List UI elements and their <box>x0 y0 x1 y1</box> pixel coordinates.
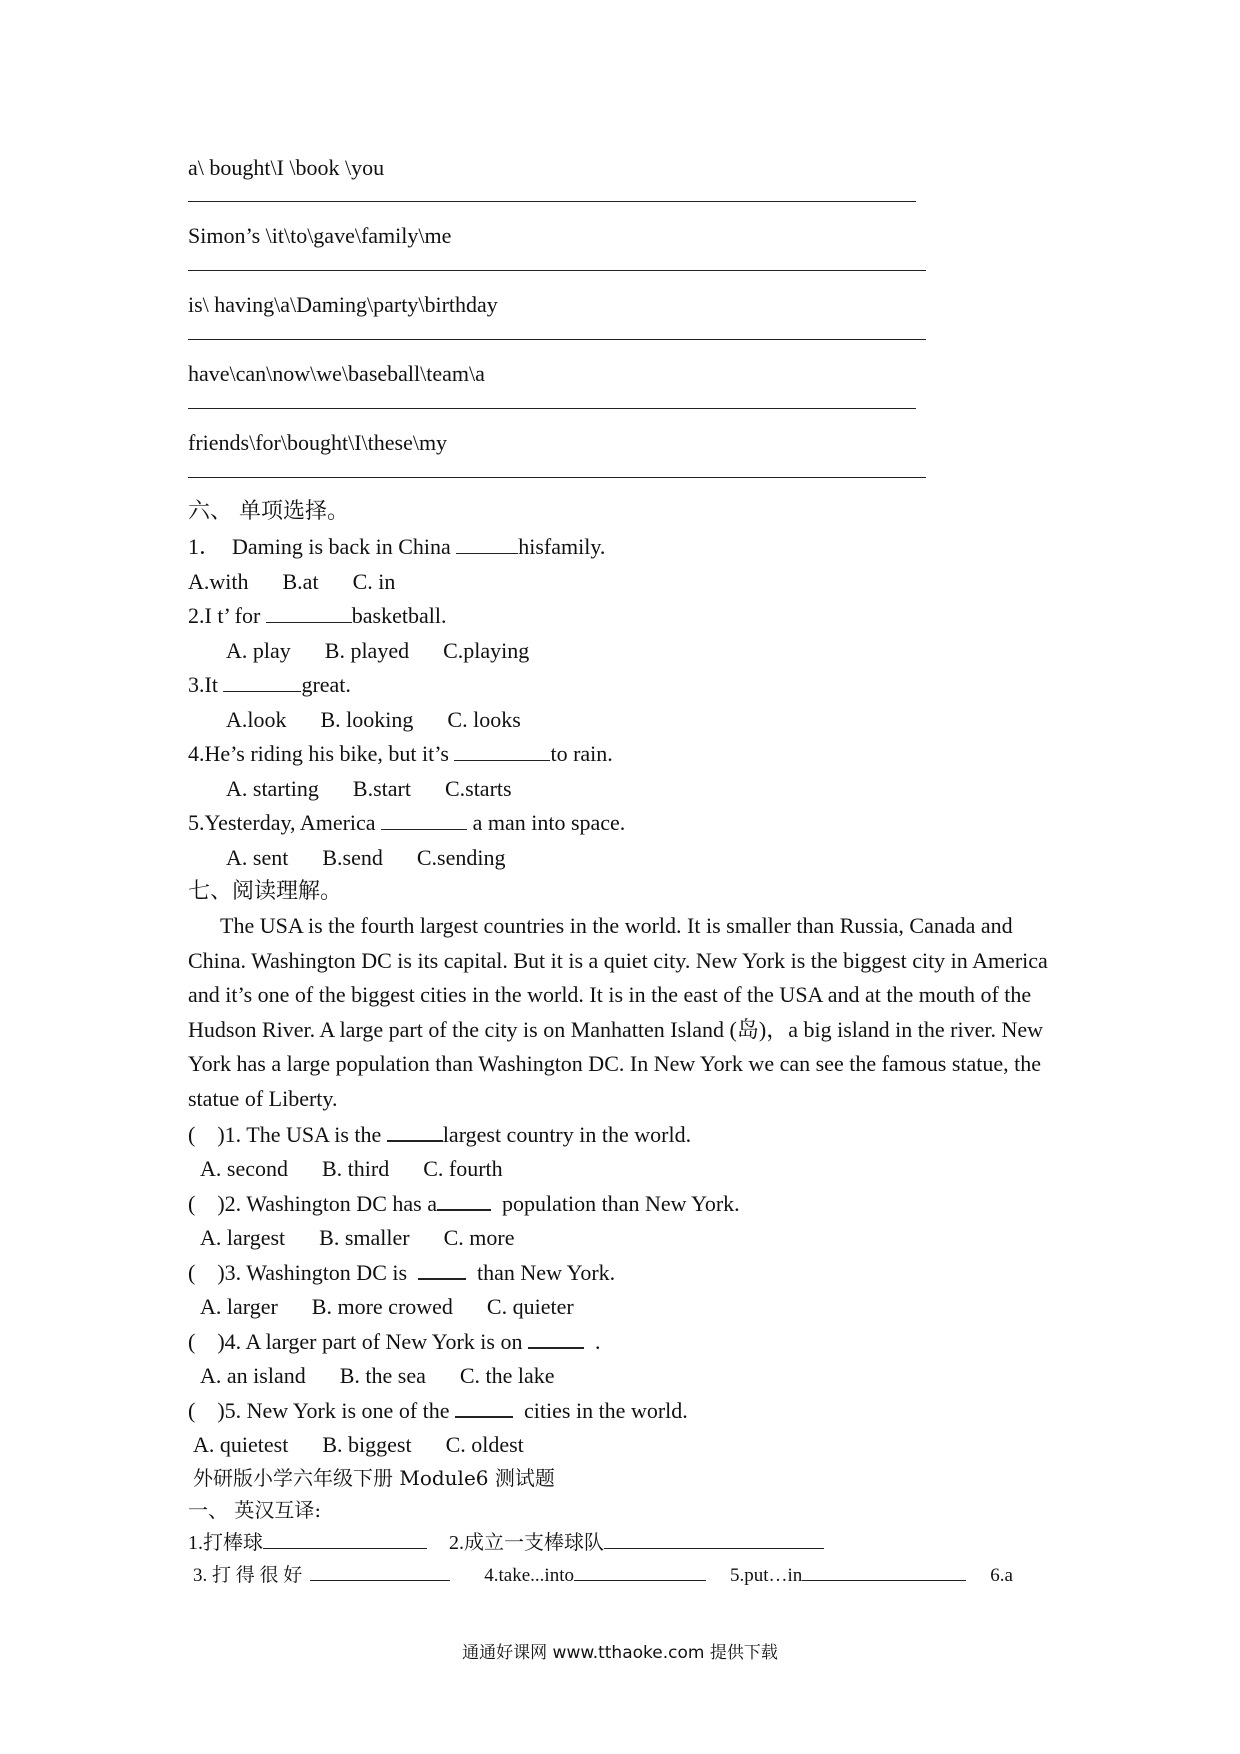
s7-question-1: ( )1. The USA is the largest country in the world. <box>188 1122 692 1147</box>
reorder-item-2: Simon’s \it\to\gave\family\me <box>188 223 452 248</box>
answer-line-1 <box>188 201 916 202</box>
s6-question-1: 1． Daming is back in China hisfamily. <box>188 534 606 559</box>
s6-options-5: A. sent B.send C.sending <box>226 845 506 870</box>
s6-options-4: A. starting B.start C.starts <box>226 776 512 801</box>
s6-options-2: A. play B. played C.playing <box>226 638 530 663</box>
s6-question-4: 4.He’s riding his bike, but it’s to rain. <box>188 741 613 766</box>
s7-options-1: A. second B. third C. fourth <box>200 1156 503 1181</box>
reorder-item-1: a\ bought\I \book \you <box>188 155 385 180</box>
answer-line-5 <box>188 477 926 478</box>
reorder-item-5: friends\for\bought\I\these\my <box>188 430 448 455</box>
answer-line-3 <box>188 339 926 340</box>
s7-question-2: ( )2. Washington DC has a population than New York. <box>188 1191 740 1216</box>
s7-options-4: A. an island B. the sea C. the lake <box>200 1363 555 1388</box>
s7-question-4: ( )4. A larger part of New York is on . <box>188 1329 601 1354</box>
module6-row-2: 3. 打 得 很 好 4.take...into 5.put…in 6.a <box>193 1562 1013 1590</box>
reading-passage: The USA is the fourth largest countries in the world. It is smaller than Russia, Canada and China. Washington DC is its capital. But it is a quiet city. New York is the biggest city in America and it’s one of the biggest cities in the world. It is in the east of the USA and at the mouth of the Hudson River. A large part of the city is on Manhatten Island (岛)，a big island in the river. New York has a large population than Washington DC. In New York we can see the famous statue, the statue of Liberty. <box>188 913 1048 1111</box>
s6-options-3: A.look B. looking C. looks <box>226 707 521 732</box>
s7-options-3: A. larger B. more crowed C. quieter <box>200 1294 574 1319</box>
module6-title: 外研版小学六年级下册 Module6 测试题 <box>193 1466 555 1490</box>
answer-line-2 <box>188 270 926 271</box>
module6-section-1-title: 一、 英汉互译: <box>188 1498 322 1522</box>
s7-question-3: ( )3. Washington DC is than New York. <box>188 1260 616 1285</box>
reorder-item-4: have\can\now\we\baseball\team\a <box>188 361 485 386</box>
s7-options-5: A. quietest B. biggest C. oldest <box>193 1432 524 1457</box>
answer-line-4 <box>188 408 916 409</box>
s6-options-1: A.with B.at C. in <box>188 569 396 594</box>
page-footer: 通通好课网 www.tthaoke.com 提供下载 <box>462 1643 778 1663</box>
reorder-item-3: is\ having\a\Daming\party\birthday <box>188 292 498 317</box>
module6-row-1: 1.打棒球 2.成立一支棒球队 <box>188 1529 824 1557</box>
s6-question-3: 3.It great. <box>188 672 351 697</box>
s7-question-5: ( )5. New York is one of the cities in the world. <box>188 1398 688 1423</box>
s6-question-5: 5.Yesterday, America a man into space. <box>188 810 626 835</box>
section-7-title: 七、阅读理解。 <box>188 879 343 904</box>
s6-question-2: 2.I t’ for basketball. <box>188 603 447 628</box>
section-6-title: 六、 单项选择。 <box>188 499 349 524</box>
s7-options-2: A. largest B. smaller C. more <box>200 1225 515 1250</box>
